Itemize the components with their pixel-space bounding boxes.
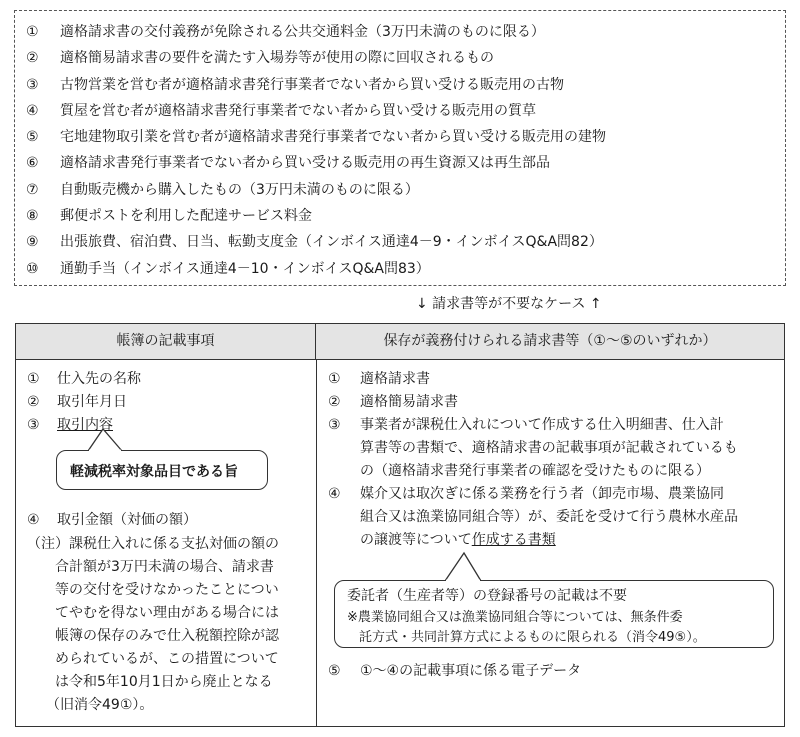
list-item: ⑤ 宅地建物取引業を営む者が適格請求書発行事業者でない者から買い受ける販売用の建物 bbox=[26, 129, 606, 146]
invoice-item: ① 適格請求書 bbox=[328, 371, 430, 387]
list-item: ⑥ 適格請求書発行事業者でない者から買い受ける販売用の再生資源又は再生部品 bbox=[26, 155, 550, 172]
ledger-header: 帳簿の記載事項 bbox=[16, 324, 316, 360]
invoice-item: ② 適格簡易請求書 bbox=[328, 394, 458, 410]
list-item: ③ 古物営業を営む者が適格請求書発行事業者でない者から買い受ける販売用の古物 bbox=[26, 76, 564, 93]
ledger-item: ① 仕入先の名称 bbox=[27, 371, 141, 387]
not-required-caption: ↓ 請求書等が不要なケース ↑ bbox=[416, 296, 602, 312]
registration-number-callout: 委託者（生産者等）の登録番号の記載は不要 ※農業協同組合又は漁業協同組合等については、無条件委 託方式・共同計算方式によるものに限られる（消令49⑤）。 bbox=[334, 580, 774, 648]
list-item: ② 適格簡易請求書の要件を満たす入場券等が使用の際に回収されるもの bbox=[26, 50, 494, 67]
ledger-item: ③ 取引内容 bbox=[27, 417, 113, 433]
callout-pointer-mask bbox=[16, 324, 786, 624]
list-item: ④ 質屋を営む者が適格請求書発行事業者でない者から買い受ける販売用の質草 bbox=[26, 102, 536, 119]
invoice-item: ⑤ ①～④の記載事項に係る電子データ bbox=[328, 663, 582, 679]
exempt-cases-list bbox=[26, 19, 606, 282]
list-item: ⑧ 郵便ポストを利用した配達サービス料金 bbox=[26, 208, 312, 225]
requirements-table: 帳簿の記載事項 保存が義務付けられる請求書等（①～⑤のいずれか） ① 仕入先の名称 ② 取引年月日 ③ 取引内容 軽減税率対象品目である旨 ④ 取引金額（対価の額） （注）課税仕入れに係る支払対価の額の 合計額が3万円未満の場合、請求書 等の交付を受けなかったことについ てやむを得ない理由がある場合には 帳簿の保存のみで仕入税額控除が認 められているが、この措置について は令和5年10月1日から廃止となる （旧消令49①）。 ① 適格請求書 ② 適格簡易請求書 ③ 事業者が課税仕入れについて作成する仕入明細書、仕入計 算書等の書類で、適格請求書の記載事項が記載されているも の（適格請求書発行事業者の確認を受けたものに限る） ④ 媒介又は取次ぎに係る業務を行う者（卸売市場、農業協同 組合又は漁業協同組合等）が、委託を受けて行う農林水産品 の譲渡等について作成する書類 委託者（生産者等）の登録番号の記載は不要 ※農業協同組合又は漁業協同組合等については、無条件委 託方式・共同計算方式によるものに限られる（消令49⑤）。 ⑤ ①～④の記載事項に係る電子データ bbox=[15, 323, 785, 727]
invoice-header: 保存が義務付けられる請求書等（①～⑤のいずれか） bbox=[316, 324, 784, 360]
ledger-item: ④ 取引金額（対価の額） bbox=[27, 512, 197, 528]
list-item: ⑨ 出張旅費、宿泊費、日当、転勤支度金（インボイス通達4－9・インボイスQ&A問82） bbox=[26, 234, 603, 251]
list-item: ⑩ 通勤手当（インボイス通達4－10・インボイスQ&A問83） bbox=[26, 260, 430, 277]
list-item: ① 適格請求書の交付義務が免除される公共交通料金（3万円未満のものに限る） bbox=[26, 24, 545, 40]
list-item: ⑦ 自動販売機から購入したもの（3万円未満のものに限る） bbox=[26, 181, 419, 198]
reduced-rate-callout: 軽減税率対象品目である旨 bbox=[56, 450, 268, 490]
ledger-item: ② 取引年月日 bbox=[27, 394, 127, 410]
